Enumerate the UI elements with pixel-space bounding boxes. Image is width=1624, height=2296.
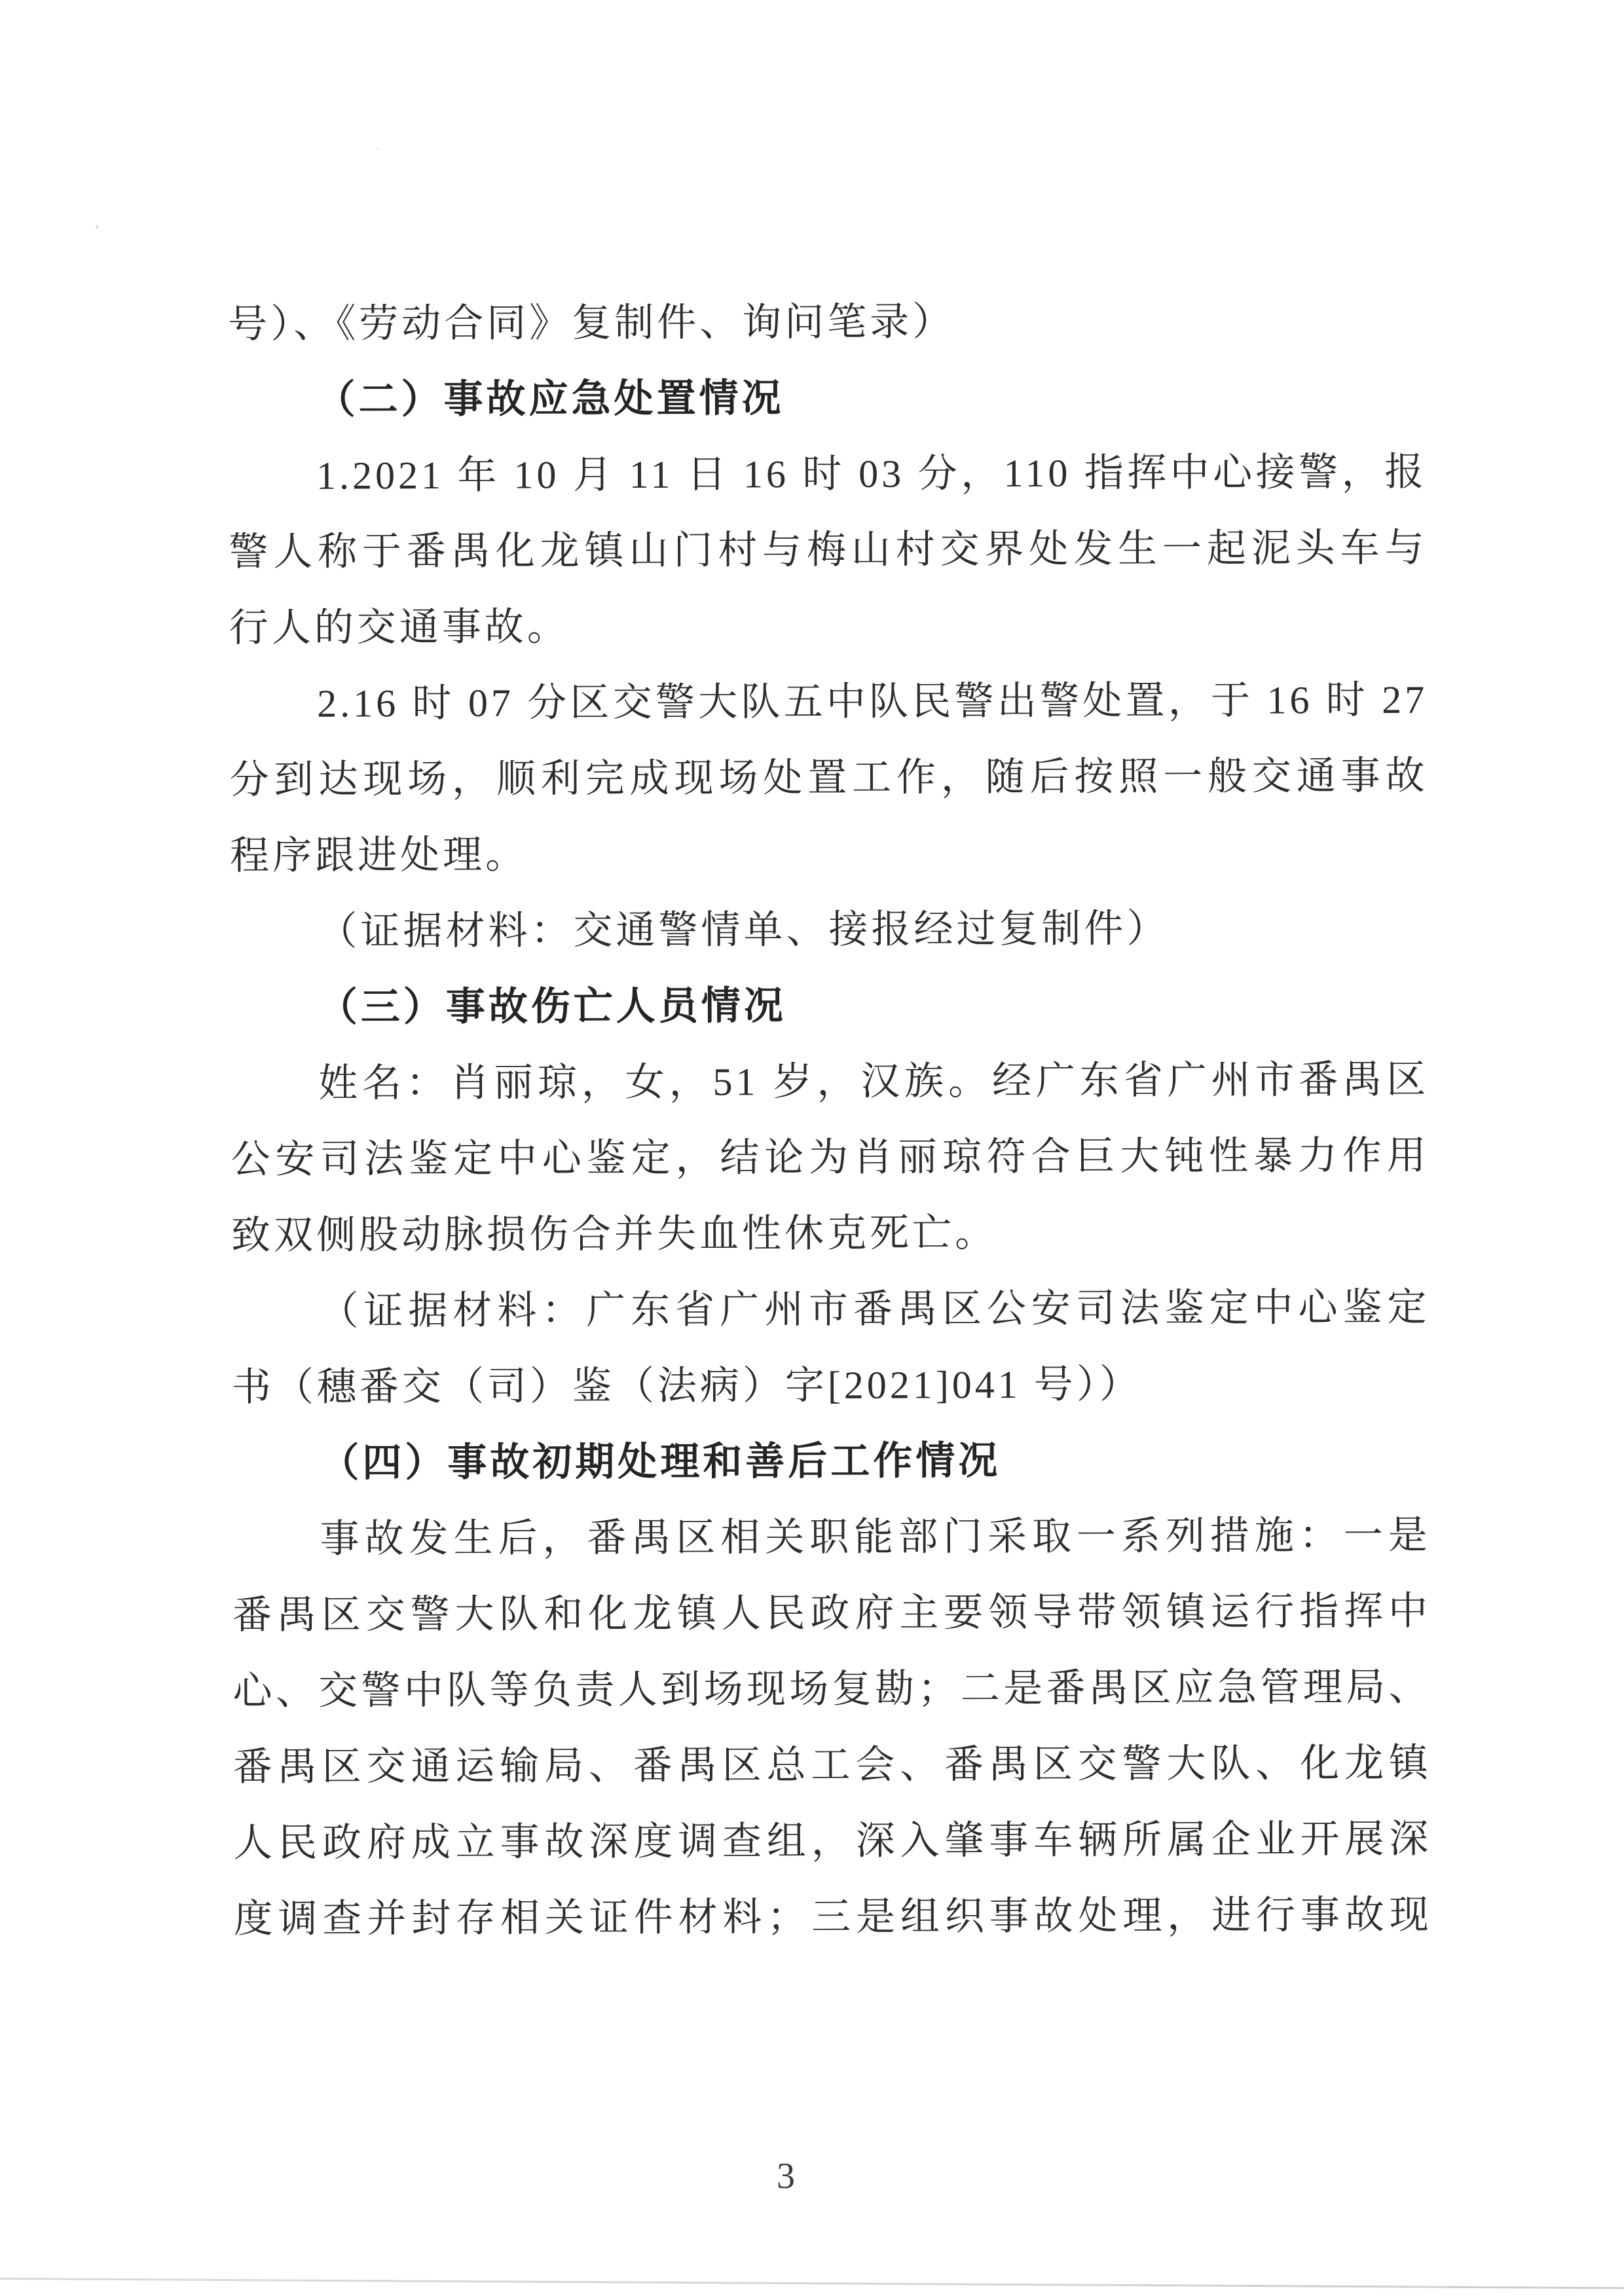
- document-line: 番禺区交通运输局、番禺区总工会、番禺区交警大队、化龙镇: [232, 1741, 1432, 1789]
- document-line: 番禺区交警大队和化龙镇人民政府主要领导带领镇运行指挥中: [232, 1589, 1431, 1637]
- document-line: 分到达现场，顺利完成现场处置工作，随后按照一般交通事故: [229, 754, 1428, 802]
- document-line: 心、交警中队等负责人到场现场复勘；二是番禺区应急管理局、: [232, 1665, 1431, 1713]
- document-body: [228, 282, 1432, 1957]
- document-line: 1.2021 年 10 月 11 日 16 时 03 分，110 指挥中心接警，报: [316, 450, 1428, 498]
- page-number: 3: [777, 2156, 795, 2196]
- document-line: 事故发生后，番禺区相关职能部门采取一系列措施：一是: [320, 1513, 1431, 1561]
- document-line: 2.16 时 07 分区交警大队五中队民警出警处置，于 16 时 27: [317, 678, 1428, 725]
- section-heading: （三）事故伤亡人员情况: [318, 984, 786, 1029]
- document-line: 号）、《劳动合同》复制件、询问笔录）: [228, 300, 955, 346]
- scan-speck: [377, 148, 379, 150]
- document-line: 致双侧股动脉损伤合并失血性休克死亡。: [231, 1211, 998, 1258]
- scan-speck: [96, 225, 99, 228]
- document-line: 行人的交通事故。: [229, 605, 570, 650]
- section-heading: （四）事故初期处理和善后工作情况: [320, 1439, 1001, 1485]
- document-line: 人民政府成立事故深度调查组，深入肇事车辆所属企业开展深: [233, 1817, 1432, 1865]
- section-heading: （二）事故应急处置情况: [316, 376, 784, 422]
- document-line: 姓名：肖丽琼，女，51 岁，汉族。经广东省广州市番禺区: [318, 1057, 1430, 1105]
- document-line: 书（穗番交（司）鉴（法病）字[2021]041 号））: [231, 1362, 1142, 1410]
- document-line: （证据材料：广东省广州市番禺区公安司法鉴定中心鉴定: [319, 1285, 1430, 1333]
- document-line: 度调查并封存相关证件材料；三是组织事故处理，进行事故现: [233, 1893, 1432, 1941]
- document-line: 警人称于番禺化龙镇山门村与梅山村交界处发生一起泥头车与: [229, 526, 1428, 574]
- document-line: 公安司法鉴定中心鉴定，结论为肖丽琼符合巨大钝性暴力作用: [231, 1133, 1430, 1182]
- document-line: （证据材料：交通警情单、接报经过复制件）: [318, 907, 1170, 953]
- scan-edge-line: [0, 2278, 1624, 2289]
- document-line: 程序跟进处理。: [229, 833, 528, 878]
